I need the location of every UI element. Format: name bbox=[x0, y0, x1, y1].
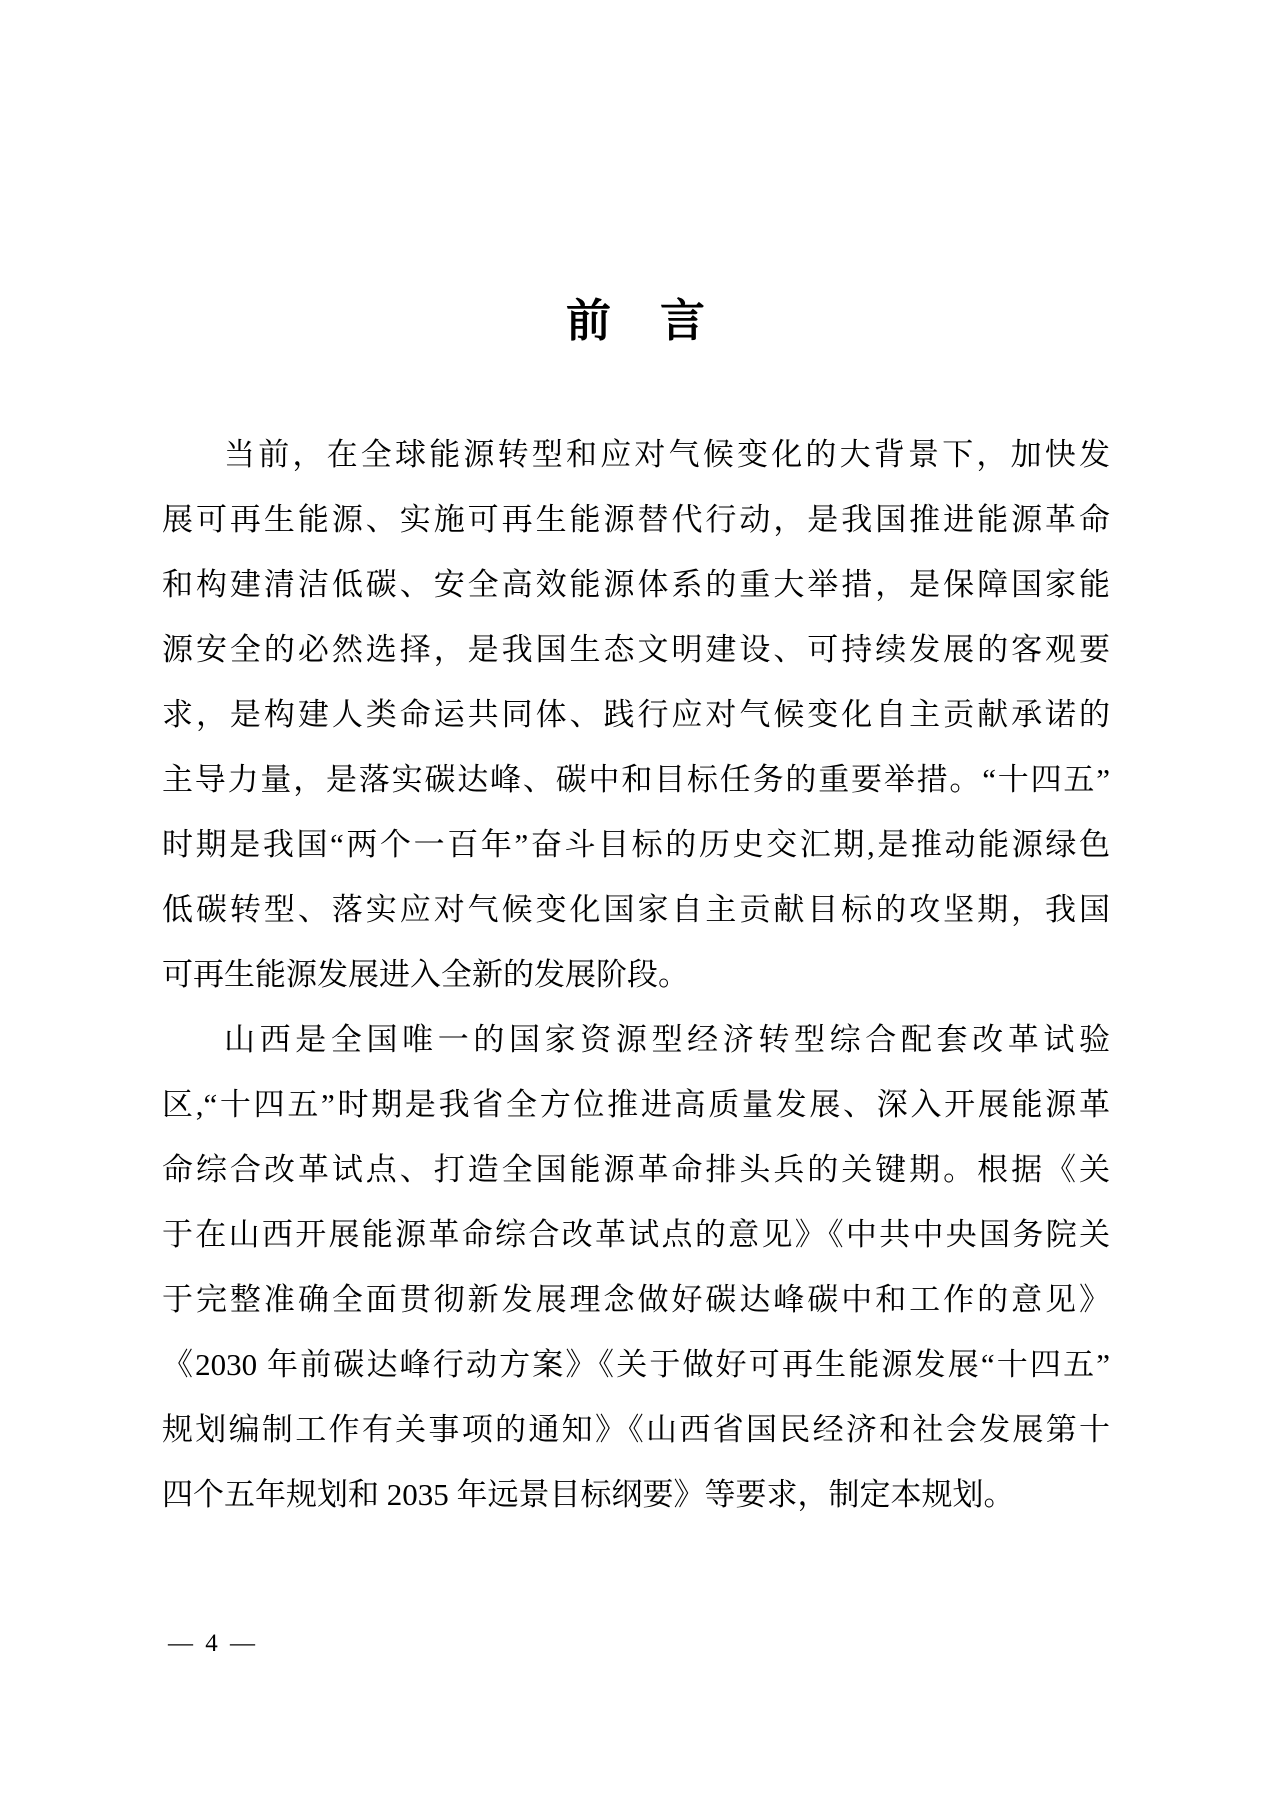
body-line: 时期是我国“两个一百年”奋斗目标的历史交汇期,是推动能源绿色 bbox=[162, 827, 1110, 862]
body-line: 源安全的必然选择，是我国生态文明建设、可持续发展的客观要 bbox=[162, 632, 1110, 667]
body-line: 低碳转型、落实应对气候变化国家自主贡献目标的攻坚期，我国 bbox=[162, 892, 1110, 927]
body-line: 山西是全国唯一的国家资源型经济转型综合配套改革试验 bbox=[224, 1022, 1110, 1057]
body-line: 可再生能源发展进入全新的发展阶段。 bbox=[162, 957, 689, 992]
body-line: 规划编制工作有关事项的通知》《山西省国民经济和社会发展第十 bbox=[162, 1412, 1110, 1447]
body-line: 于完整准确全面贯彻新发展理念做好碳达峰碳中和工作的意见》 bbox=[162, 1282, 1110, 1317]
body-line: 主导力量，是落实碳达峰、碳中和目标任务的重要举措。“十四五” bbox=[162, 762, 1110, 797]
body-line: 四个五年规划和 2035 年远景目标纲要》等要求，制定本规划。 bbox=[162, 1477, 1015, 1512]
body-line: 于在山西开展能源革命综合改革试点的意见》《中共中央国务院关 bbox=[162, 1217, 1110, 1252]
body-line: 和构建清洁低碳、安全高效能源体系的重大举措，是保障国家能 bbox=[162, 567, 1110, 602]
body-line: 《2030 年前碳达峰行动方案》《关于做好可再生能源发展“十四五” bbox=[162, 1347, 1110, 1382]
page-title: 前 言 bbox=[565, 295, 707, 346]
body-line: 命综合改革试点、打造全国能源革命排头兵的关键期。根据《关 bbox=[162, 1152, 1110, 1187]
body-line: 当前，在全球能源转型和应对气候变化的大背景下，加快发 bbox=[224, 437, 1110, 472]
body-line: 展可再生能源、实施可再生能源替代行动，是我国推进能源革命 bbox=[162, 502, 1110, 537]
document-body bbox=[162, 422, 1110, 1527]
page-number: — 4 — bbox=[168, 1630, 258, 1657]
body-line: 求，是构建人类命运共同体、践行应对气候变化自主贡献承诺的 bbox=[162, 697, 1110, 732]
body-line: 区,“十四五”时期是我省全方位推进高质量发展、深入开展能源革 bbox=[162, 1087, 1110, 1122]
